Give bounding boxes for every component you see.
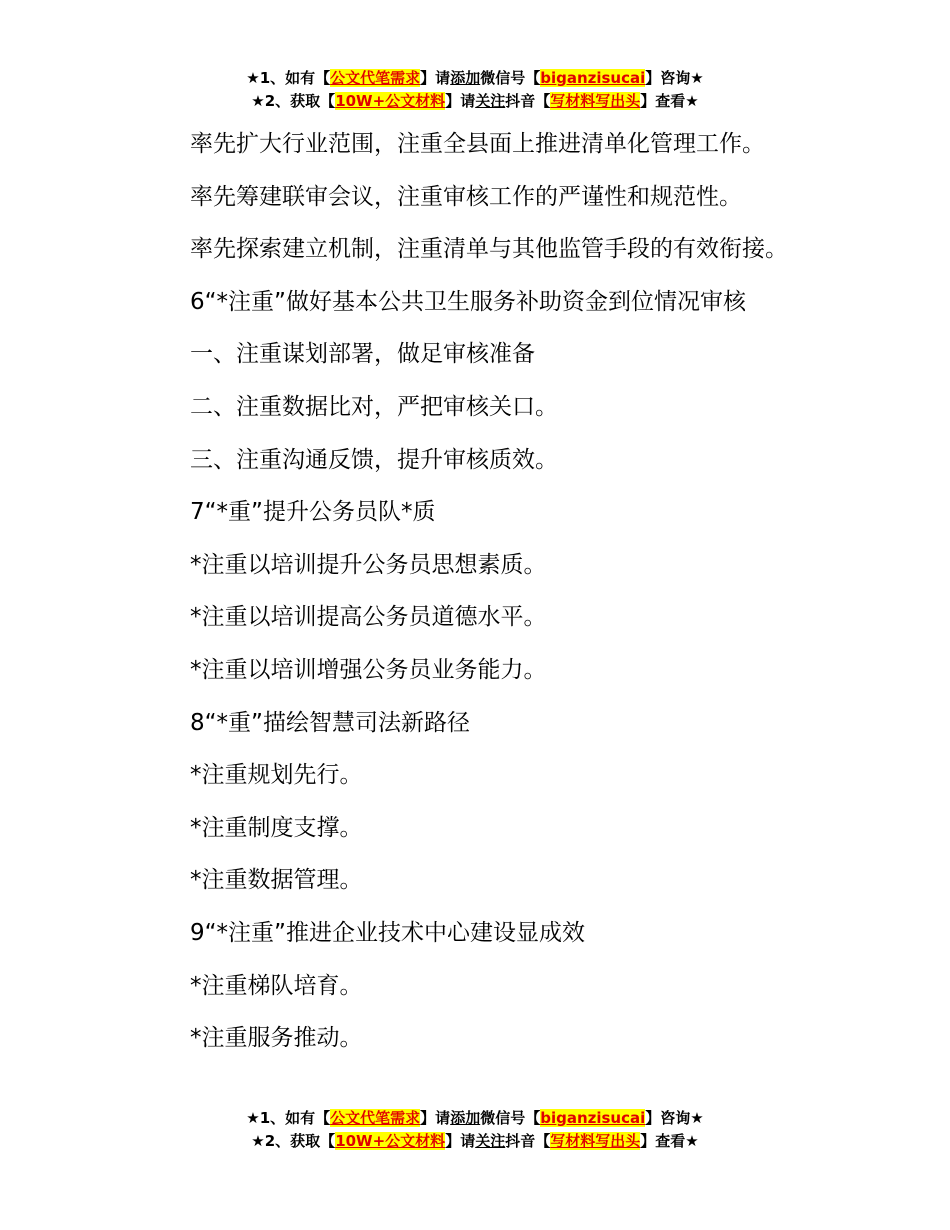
banner-text: 】查看★ <box>640 1132 699 1150</box>
banner-text: 】咨询★ <box>645 69 704 87</box>
banner-text: ★1、如有【 <box>246 69 331 87</box>
paragraph: *注重数据管理。 <box>190 867 363 894</box>
banner-line-2 <box>0 1130 950 1153</box>
paragraph: 三、注重沟通反馈，提升审核质效。 <box>190 446 558 473</box>
banner-text: ★2、获取【 <box>251 1132 336 1150</box>
banner-text: 】查看★ <box>640 92 699 110</box>
section-heading: 6“*注重”做好基本公共卫生服务补助资金到位情况审核 <box>190 288 746 315</box>
banner-underline: 关注 <box>475 92 506 110</box>
paragraph: 二、注重数据比对，严把审核关口。 <box>190 393 558 420</box>
banner-text: 微信号【 <box>480 1109 541 1127</box>
banner-text: 】请 <box>420 1109 451 1127</box>
paragraph: *注重梯队培育。 <box>190 972 363 999</box>
paragraph: *注重以培训增强公务员业务能力。 <box>190 656 547 683</box>
banner-text: 抖音【 <box>505 1132 551 1150</box>
section-heading: 9“*注重”推进企业技术中心建设显成效 <box>190 919 585 946</box>
banner-highlight: 10W+公文材料 <box>335 1132 446 1150</box>
paragraph: 率先筹建联审会议，注重审核工作的严谨性和规范性。 <box>190 183 742 210</box>
paragraph: 率先探索建立机制，注重清单与其他监管手段的有效衔接。 <box>190 236 788 263</box>
header-banner <box>0 67 950 113</box>
document-body <box>190 118 910 1065</box>
paragraph: 一、注重谋划部署，做足审核准备 <box>190 341 535 368</box>
paragraph: 率先扩大行业范围，注重全县面上推进清单化管理工作。 <box>190 131 765 157</box>
banner-highlight: biganzisucai <box>540 1109 646 1127</box>
section-heading: 7“*重”提升公务员队*质 <box>190 499 436 526</box>
banner-highlight: 公文代笔需求 <box>330 1109 421 1127</box>
banner-underline: 添加 <box>450 69 481 87</box>
paragraph: *注重制度支撑。 <box>190 814 363 841</box>
banner-text: 微信号【 <box>480 69 541 87</box>
banner-highlight: 写材料写出头 <box>550 92 641 110</box>
banner-highlight: biganzisucai <box>540 69 646 87</box>
banner-underline: 添加 <box>450 1109 481 1127</box>
banner-highlight: 写材料写出头 <box>550 1132 641 1150</box>
banner-highlight: 公文代笔需求 <box>330 69 421 87</box>
paragraph: *注重服务推动。 <box>190 1025 363 1052</box>
banner-text: 】咨询★ <box>645 1109 704 1127</box>
banner-text: ★1、如有【 <box>246 1109 331 1127</box>
banner-text: 抖音【 <box>505 92 551 110</box>
banner-text: 】请 <box>420 69 451 87</box>
footer-banner <box>0 1107 950 1153</box>
paragraph: *注重规划先行。 <box>190 762 363 789</box>
banner-text: 】请 <box>445 92 476 110</box>
banner-line-1 <box>0 1107 950 1130</box>
paragraph: *注重以培训提升公务员思想素质。 <box>190 551 547 578</box>
section-heading: 8“*重”描绘智慧司法新路径 <box>190 709 470 736</box>
banner-line-1 <box>0 67 950 90</box>
banner-text: 】请 <box>445 1132 476 1150</box>
paragraph: *注重以培训提高公务员道德水平。 <box>190 604 547 631</box>
banner-line-2 <box>0 90 950 113</box>
banner-text: ★2、获取【 <box>251 92 336 110</box>
banner-underline: 关注 <box>475 1132 506 1150</box>
banner-highlight: 10W+公文材料 <box>335 92 446 110</box>
